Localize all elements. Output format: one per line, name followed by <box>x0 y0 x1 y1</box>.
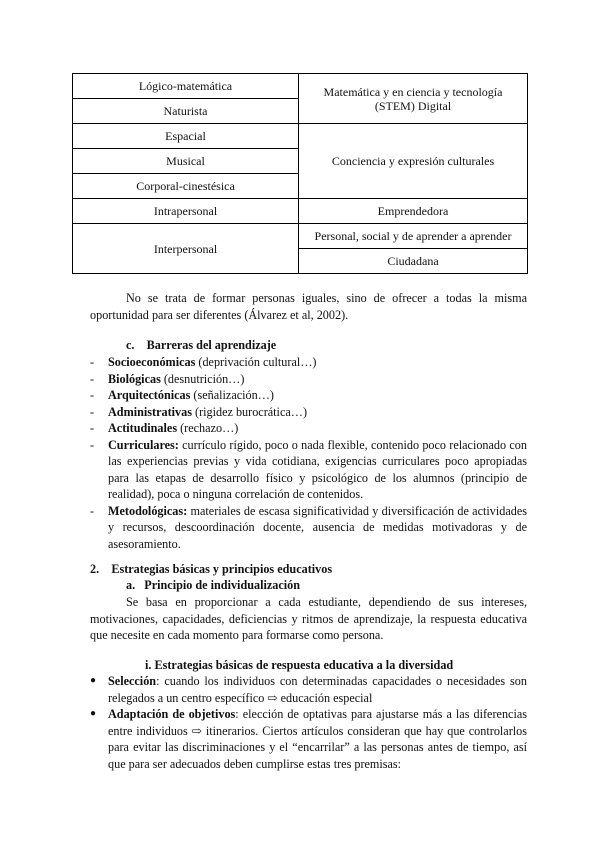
item-text: (rigidez burocrática…) <box>191 404 308 419</box>
table-cell: Musical <box>73 149 299 174</box>
item-term: Curriculares: <box>108 437 179 452</box>
item-term: Actitudinales <box>108 421 178 435</box>
table-cell: Personal, social y de aprender a aprender <box>299 224 528 249</box>
table-cell: Espacial <box>73 124 299 149</box>
list-item <box>90 404 527 421</box>
list-item <box>90 420 527 437</box>
table-cell: Lógico-matemática <box>73 74 299 99</box>
barriers-list <box>90 354 527 552</box>
section-2a-heading: a. Principio de individualización <box>126 578 301 592</box>
table-cell: Emprendedora <box>299 199 528 224</box>
table-cell: Corporal-cinestésica <box>73 174 299 199</box>
dash-marker: - <box>90 388 95 402</box>
item-text: (señalización…) <box>190 388 274 402</box>
item-term: Arquitectónicas <box>108 388 191 402</box>
competences-table <box>72 73 528 274</box>
bullet-icon: ● <box>90 675 97 686</box>
item-term: Metodológicas: <box>108 503 188 518</box>
item-term: Socioeconómicas <box>108 355 196 369</box>
table-cell: Intrapersonal <box>73 199 299 224</box>
item-text: (desnutrición…) <box>160 371 245 386</box>
item-term: Selección <box>108 674 157 688</box>
item-text: : elección de optativas para ajustarse más a las diferencias entre individuos ⇨ itinerarios. Ciertos artículos consideran que hay que controlarlos para evitar las discriminaciones y el “encarrilar” a las personas antes de tiempo, así que para ser adecuados deben cumplirse estas tres premisas: <box>108 707 527 771</box>
dash-marker: - <box>90 503 95 518</box>
item-text: : cuando los individuos con determinadas capacidades o necesidades son relegados a un centro específico ⇨ educación especial <box>108 674 527 705</box>
section-i-heading: i. Estrategias básicas de respuesta educativa a la diversidad <box>145 658 454 672</box>
table-cell: Conciencia y expresión culturales <box>299 124 528 199</box>
item-text: (deprivación cultural…) <box>195 355 317 369</box>
item-term: Adaptación de objetivos <box>108 707 236 721</box>
item-text: materiales de escasa significatividad y diversificación de actividades y recursos, descoordinación docente, ausencia de medidas motivadoras y de asesoramiento. <box>108 503 527 551</box>
dash-marker: - <box>90 437 95 452</box>
section-2-heading: 2. Estrategias básicas y principios educativos <box>90 562 333 576</box>
dash-marker: - <box>90 355 95 369</box>
table-cell: Interpersonal <box>73 224 299 274</box>
dash-marker: - <box>90 371 95 386</box>
item-text: currículo rígido, poco o nada flexible, contenido poco relacionado con las experiencias previas y vida cotidiana, exigencias curriculares poco apropiadas para las etapas de desarrollo físico y psicológico de los alumnos (principio de realidad), poca o ninguna correlación de contenidos. <box>108 437 527 501</box>
list-item <box>90 354 527 371</box>
dash-marker: - <box>90 404 95 419</box>
item-term: Biológicas <box>108 371 161 386</box>
list-item <box>90 437 527 503</box>
table-cell: Naturista <box>73 99 299 124</box>
dash-marker: - <box>90 421 95 435</box>
list-item <box>90 503 527 553</box>
list-item <box>90 706 527 772</box>
list-item <box>90 371 527 388</box>
bullet-icon: ● <box>90 708 97 719</box>
section-c-heading: c. Barreras del aprendizaje <box>126 338 277 352</box>
table-cell: Ciudadana <box>299 249 528 274</box>
intro-paragraph: No se trata de formar personas iguales, sino de ofrecer a todas la misma oportunidad para ser diferentes (Álvarez et al, 2002). <box>90 291 527 322</box>
individualization-paragraph: Se basa en proporcionar a cada estudiante, dependiendo de sus intereses, motivaciones, capacidades, deficiencias y ritmos de aprendizaje, la respuesta educativa que necesite en cada momento para formarse como persona. <box>90 595 527 642</box>
list-item <box>90 673 527 706</box>
list-item <box>90 387 527 404</box>
item-term: Administrativas <box>108 404 192 419</box>
table-cell: Matemática y en ciencia y tecnología (STEM) Digital <box>299 74 528 124</box>
item-text: (rechazo…) <box>177 421 239 435</box>
strategies-list <box>90 673 527 772</box>
